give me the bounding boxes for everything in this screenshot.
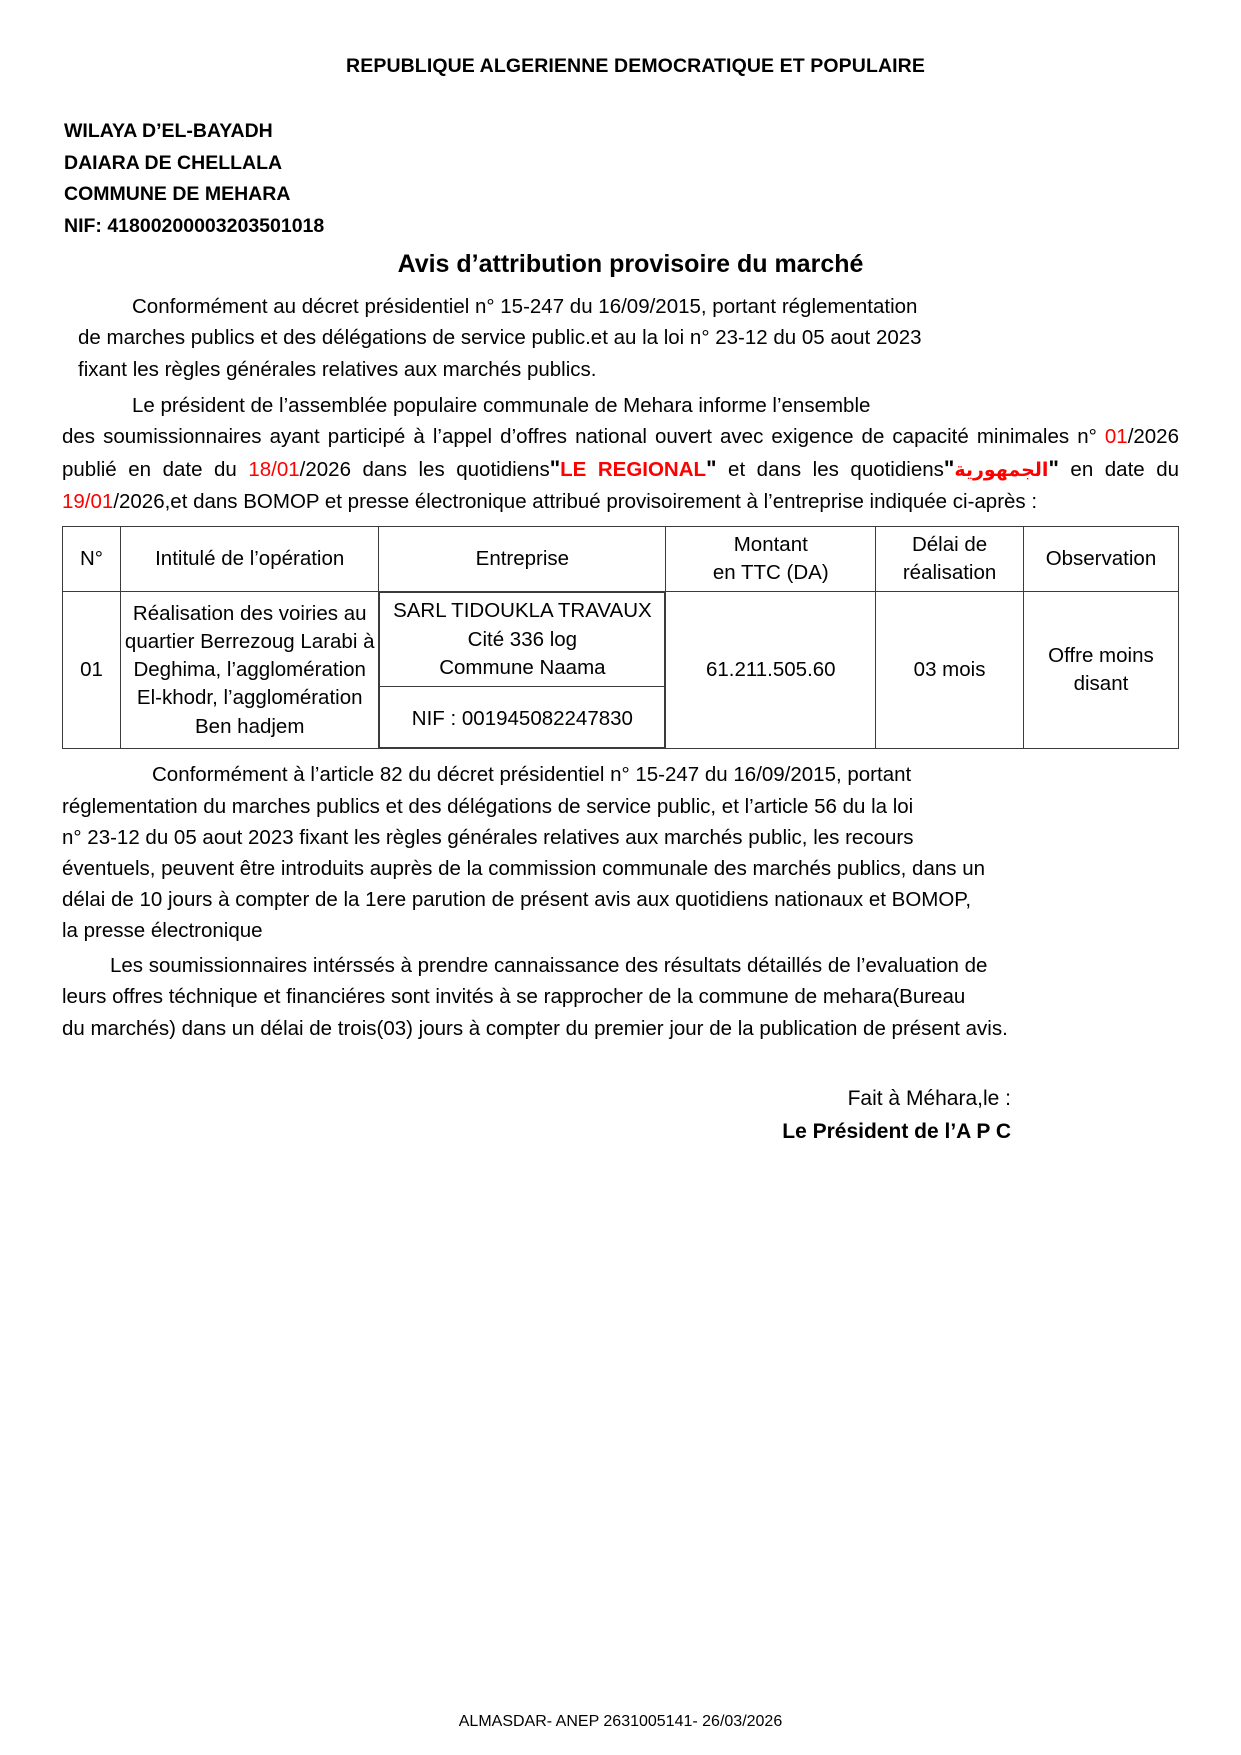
header-montant-line2: en TTC (DA) bbox=[712, 560, 829, 584]
recours-line-2: réglementation du marches publics et des délégations de service public, et l’article 56 du la loi bbox=[62, 794, 914, 818]
recours-line-5: délai de 10 jours à compter de la 1ere parution de présent avis aux quotidiens nationaux et BOMOP, bbox=[62, 888, 972, 911]
entreprise-details bbox=[380, 593, 665, 687]
quote-open-1: " bbox=[549, 456, 561, 482]
entreprise-nif: NIF : 001945082247830 bbox=[380, 687, 665, 748]
intro-line-1: Conformément au décret présidentiel n° 15-247 du 16/09/2015, portant réglementation bbox=[132, 295, 918, 319]
cell-n: 01 bbox=[63, 592, 121, 749]
recours-line-1: Conformément à l’article 82 du décret présidentiel n° 15-247 du 16/09/2015, portant bbox=[152, 763, 912, 787]
final-paragraph bbox=[62, 950, 1179, 1043]
nif-line bbox=[64, 211, 1179, 243]
cell-intitule: Réalisation des voiries au quartier Berrezoug Larabi à Deghima, l’agglomération El-khodr, l’agglomération Ben hadjem bbox=[121, 592, 379, 749]
announcement-seg-1: des soumissionnaires ayant participé à l’appel d’offres national ouvert avec exigence de capacité minimales n° bbox=[62, 424, 1105, 448]
award-table bbox=[62, 526, 1179, 750]
avis-number: 01 bbox=[1104, 424, 1128, 448]
cell-montant: 61.211.505.60 bbox=[666, 592, 876, 749]
publication-date-2: 19/01 bbox=[62, 489, 114, 513]
header-delai bbox=[876, 526, 1024, 592]
recours-line-4: éventuels, peuvent être introduits auprès de la commission communale des marchés publics, dans un bbox=[62, 856, 985, 880]
header-delai-line1: Délai de bbox=[911, 532, 988, 556]
announcement-line-1: Le président de l’assemblée populaire communale de Mehara informe l’ensemble bbox=[132, 393, 871, 417]
header-montant-line1: Montant bbox=[733, 532, 808, 556]
announcement-paragraph bbox=[62, 390, 1179, 517]
header-entreprise: Entreprise bbox=[379, 526, 666, 592]
header-montant bbox=[666, 526, 876, 592]
nif-value: 41800200003203501018 bbox=[107, 214, 325, 237]
signature-signer: Le Président de l’A P C bbox=[782, 1120, 1011, 1144]
organization-block bbox=[64, 116, 1179, 242]
intro-paragraph bbox=[62, 291, 1179, 384]
entreprise-address-1: Cité 336 log bbox=[467, 627, 578, 651]
nif-label: NIF: bbox=[64, 214, 108, 237]
entreprise-subtable bbox=[379, 592, 665, 748]
header-observation: Observation bbox=[1023, 526, 1178, 592]
observation-line-2: disant bbox=[1073, 672, 1129, 696]
announcement-seg-3: /2026 dans les quotidiens bbox=[299, 458, 550, 482]
cell-delai: 03 mois bbox=[876, 592, 1024, 749]
journal-name-2-arabic: الجمهورية bbox=[954, 459, 1049, 482]
journal-name-1: LE REGIONAL bbox=[560, 458, 707, 482]
header-intitule: Intitulé de l’opération bbox=[121, 526, 379, 592]
quote-open-2: " bbox=[943, 456, 955, 482]
commune-line: COMMUNE DE MEHARA bbox=[64, 183, 291, 206]
signature-place-date: Fait à Méhara,le : bbox=[847, 1086, 1011, 1110]
republic-heading: REPUBLIQUE ALGERIENNE DEMOCRATIQUE ET POPULAIRE bbox=[346, 55, 925, 77]
recours-line-3: n° 23-12 du 05 aout 2023 fixant les règles générales relatives aux marchés public, les recours bbox=[62, 825, 914, 849]
recours-paragraph bbox=[62, 759, 1179, 946]
table-row bbox=[63, 592, 1179, 749]
cell-entreprise bbox=[379, 592, 666, 749]
announcement-seg-4: et dans les quotidiens bbox=[716, 458, 944, 482]
entreprise-address-2: Commune Naama bbox=[439, 655, 606, 679]
cell-observation bbox=[1023, 592, 1178, 749]
entreprise-nif-row bbox=[380, 687, 665, 748]
intro-line-2: de marches publics et des délégations de service public.et au la loi n° 23-12 du 05 aout 2023 bbox=[78, 326, 922, 350]
entreprise-name: SARL TIDOUKLA TRAVAUX bbox=[393, 599, 652, 623]
quote-close-2: " bbox=[1048, 456, 1059, 482]
observation-line-1: Offre moins bbox=[1048, 644, 1154, 668]
page-title: Avis d’attribution provisoire du marché bbox=[397, 250, 864, 279]
intro-line-3: fixant les règles générales relatives aux marchés publics. bbox=[78, 357, 597, 381]
final-line-3: du marchés) dans un délai de trois(03) jours à compter du premier jour de la publication de présent avis. bbox=[62, 1016, 1008, 1040]
announcement-seg-5: en date du bbox=[1058, 458, 1179, 482]
wilaya-line: WILAYA D’EL-BAYADH bbox=[64, 120, 273, 142]
quote-close-1: " bbox=[706, 456, 717, 482]
table-header-row bbox=[63, 526, 1179, 592]
final-line-2: leurs offres téchnique et financiéres sont invités à se rapprocher de la commune de mehara(Bureau bbox=[62, 985, 966, 1009]
recours-line-6: la presse électronique bbox=[62, 919, 263, 943]
announcement-body bbox=[62, 421, 1179, 517]
announcement-seg-2: /2026 publié en date du bbox=[62, 424, 1179, 482]
entreprise-info-row bbox=[380, 593, 665, 687]
announcement-seg-6: /2026,et dans BOMOP et presse électronique attribué provisoirement à l’entreprise indiquée ci-après : bbox=[113, 489, 1038, 513]
signature-block bbox=[62, 1082, 1179, 1149]
publication-date-1: 18/01 bbox=[248, 458, 300, 482]
footer-anep: ALMASDAR- ANEP 2631005141- 26/03/2026 bbox=[458, 1713, 783, 1730]
header-n: N° bbox=[63, 526, 121, 592]
header-delai-line2: réalisation bbox=[902, 560, 997, 584]
daira-line: DAIARA DE CHELLALA bbox=[64, 151, 283, 174]
final-line-1: Les soumissionnaires intérssés à prendre cannaissance des résultats détaillés de l’evaluation de bbox=[110, 954, 988, 978]
